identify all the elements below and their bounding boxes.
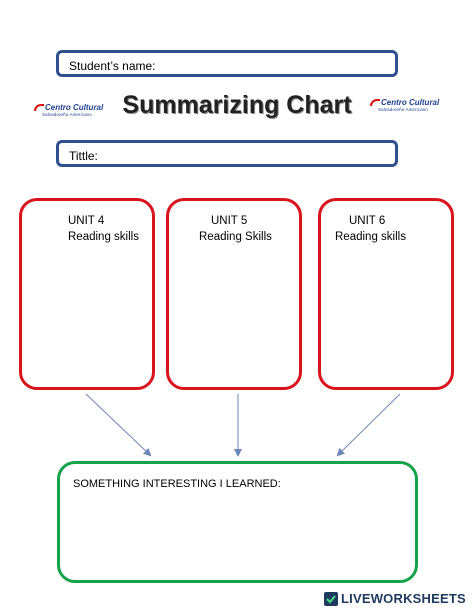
logo-right-main: Centro Cultural (381, 98, 440, 107)
logo-left-sub: Salvadoreño Americano (42, 112, 92, 117)
footer-brand (324, 591, 466, 606)
unit-6-skill: Reading skills (335, 231, 406, 243)
unit-5-box[interactable] (166, 198, 302, 390)
learned-box[interactable] (57, 461, 418, 583)
unit-6-box[interactable] (318, 198, 454, 390)
logo-right (370, 98, 439, 112)
tittle-label: Tittle: (69, 149, 98, 163)
student-name-field[interactable] (56, 50, 398, 77)
logo-swoosh-icon (370, 99, 380, 106)
tittle-field[interactable] (56, 140, 398, 167)
unit-4-label: UNIT 4 (68, 215, 105, 227)
footer-brand-text: LIVEWORKSHEETS (341, 591, 466, 606)
student-name-label: Student’s name: (69, 59, 156, 73)
unit-5-skill: Reading Skills (199, 231, 272, 243)
unit-6-label: UNIT 6 (349, 215, 386, 227)
logo-right-sub: Salvadoreño Americano (378, 107, 428, 112)
learned-label: SOMETHING INTERESTING I LEARNED: (73, 478, 281, 490)
unit-4-box[interactable] (19, 198, 155, 390)
page-title: Summarizing Chart (122, 91, 352, 119)
unit-4-skill: Reading skills (68, 231, 139, 243)
logo-left-main: Centro Cultural (45, 103, 104, 112)
unit-5-label: UNIT 5 (211, 215, 248, 227)
arrow-unit-6 (338, 394, 400, 455)
arrow-unit-4 (86, 394, 150, 455)
liveworksheets-logo-icon (324, 592, 338, 606)
